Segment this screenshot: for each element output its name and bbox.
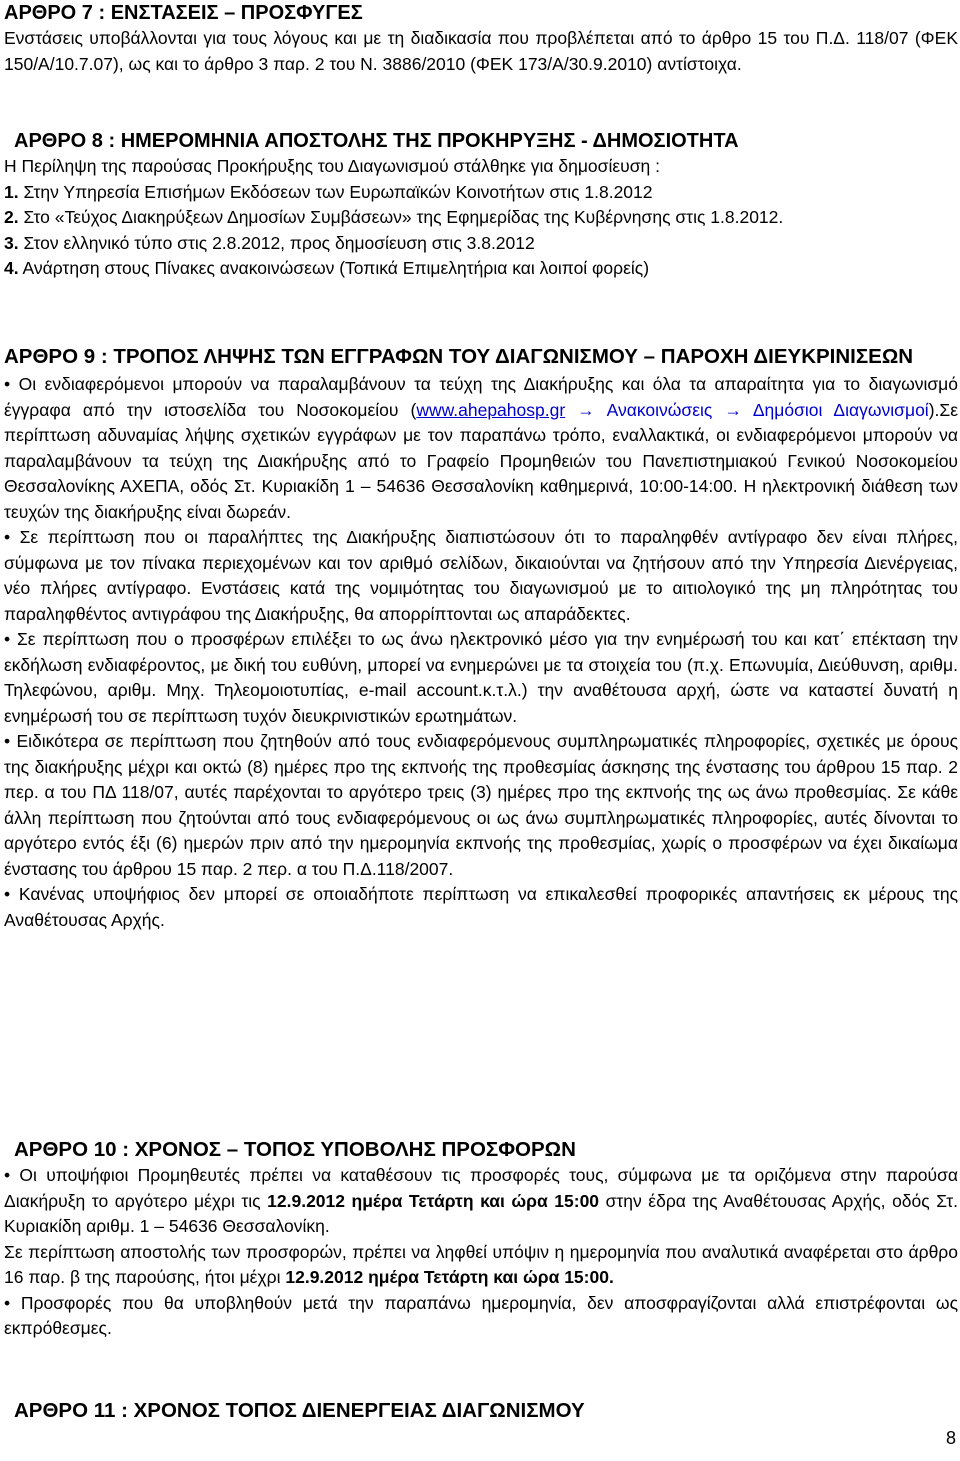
page-number: 8	[945, 1428, 956, 1448]
article-8	[4, 128, 958, 282]
list-item: 1. Στην Υπηρεσία Επισήμων Εκδόσεων των Ευρωπαϊκών Κοινοτήτων στις 1.8.2012	[4, 181, 653, 202]
article-11-title: ΑΡΘΡΟ 11 : ΧΡΟΝΟΣ ΤΟΠΟΣ ΔΙΕΝΕΡΓΕΙΑΣ ΔΙΑΓΩΝΙΣΜΟΥ	[14, 1399, 585, 1422]
article-7-text: Ενστάσεις υποβάλλονται για τους λόγους και με τη διαδικασία που προβλέπεται από το άρθρο 15 του Π.Δ. 118/07 (ΦΕΚ 150/Α/10.7.07), ως και το άρθρο 3 παρ. 2 του Ν. 3886/2010 (ΦΕΚ 173/Α/30.9.2010) αντίστοιχα.	[4, 28, 958, 74]
article-10-p1: • Οι υποψήφιοι Προμηθευτές πρέπει να καταθέσουν τις προσφορές τους, σύμφωνα με τα οριζόμενα στην παρούσα Διακήρυξη το αργότερο μέχρι τις 12.9.2012 ημέρα Τετάρτη και ώρα 15:00 στην έδρα της Αναθέτουσας Αρχής, οδός Στ. Κυριακίδη αριθμ. 1 – 54636 Θεσσαλονίκη.	[4, 1165, 958, 1236]
article-7-title: ΑΡΘΡΟ 7 : ΕΝΣΤΑΣΕΙΣ – ΠΡΟΣΦΥΓΕΣ	[4, 2, 363, 24]
list-item: 3. Στον ελληνικό τύπο στις 2.8.2012, προς δημοσίευση στις 3.8.2012	[4, 232, 535, 253]
website-link[interactable]: www.ahepahosp.gr	[416, 399, 566, 420]
article-9-bullet-3: • Σε περίπτωση που ο προσφέρων επιλέξει το ως άνω ηλεκτρονικό μέσο για την ενημέρωσή του και κατ΄ επέκταση την εκδήλωση ενδιαφέροντος, με δική του ευθύνη, μπορεί να ενημερώνει με τα στοιχεία του (π.χ. Επωνυμία, Διεύθυνση, αριθμ. Τηλεφώνου, αριθμ. Μηχ. Τηλεομοιοτυπίας, e-mail account.κ.τ.λ.) την αναθέτουσα αρχή, ώστε να καταστεί δυνατή η ενημέρωσή του σε περίπτωση τυχόν διευκρινιστικών ερωτημάτων.	[4, 629, 958, 726]
article-10-title: ΑΡΘΡΟ 10 : ΧΡΟΝΟΣ – ΤΟΠΟΣ ΥΠΟΒΟΛΗΣ ΠΡΟΣΦΟΡΩΝ	[14, 1138, 576, 1161]
article-10	[4, 1137, 958, 1342]
article-9-bullet-5: • Κανένας υποψήφιος δεν μπορεί σε οποιαδήποτε περίπτωση να επικαλεσθεί προφορικές απαντήσεις εκ μέρους της Αναθέτουσας Αρχής.	[4, 884, 958, 930]
article-9	[4, 343, 958, 933]
article-9-title: ΑΡΘΡΟ 9 : ΤΡΟΠΟΣ ΛΗΨΗΣ ΤΩΝ ΕΓΓΡΑΦΩΝ ΤΟΥ ΔΙΑΓΩΝΙΣΜΟΥ – ΠΑΡΟΧΗ ΔΙΕΥΚΡΙΝΙΣΕΩΝ	[4, 345, 914, 368]
article-8-intro: Η Περίληψη της παρούσας Προκήρυξης του Διαγωνισμού στάλθηκε για δημοσίευση :	[4, 156, 660, 176]
article-9-bullet-1: • Οι ενδιαφερόμενοι μπορούν να παραλαμβάνουν τα τεύχη της Διακήρυξης και όλα τα απαραίτητα για το διαγωνισμό έγγραφα από την ιστοσελίδα του Νοσοκομείου (www.ahepahosp.gr → Ανακοινώσεις → Δημόσιοι Διαγωνισμοί).Σε περίπτωση αδυναμίας λήψης σχετικών εγγράφων με τον παραπάνω τρόπο, εναλλακτικά, οι ενδιαφερόμενοι μπορούν να παραλαμβάνουν τα τεύχη της Διακήρυξης από το Γραφείο Προμηθειών του Πανεπιστημιακού Γενικού Νοσοκομείου Θεσσαλονίκης ΑΧΕΠΑ, οδός Στ. Κυριακίδη 1 – 54636 Θεσσαλονίκη καθημερινά, 10:00-14:00. Η ηλεκτρονική διάθεση των τευχών της διακήρυξης είναι δωρεάν.	[4, 374, 958, 522]
article-10-p2: Σε περίπτωση αποστολής των προσφορών, πρέπει να ληφθεί υπόψιν η ημερομηνία που αναλυτικά αναφέρεται στο άρθρο 16 παρ. β της παρούσης, ήτοι μέχρι 12.9.2012 ημέρα Τετάρτη και ώρα 15:00.	[4, 1241, 958, 1287]
article-11	[4, 1398, 958, 1424]
article-7	[4, 0, 958, 77]
list-item: 2. Στο «Τεύχος Διακηρύξεων Δημοσίων Συμβάσεων» της Εφημερίδας της Κυβέρνησης στις 1.8.2012.	[4, 207, 784, 227]
article-9-bullet-4: • Ειδικότερα σε περίπτωση που ζητηθούν από τους ενδιαφερόμενους συμπληρωματικές πληροφορίες, σχετικές με όρους της διακήρυξης μέχρι και οκτώ (8) ημέρες προ της εκπνοής της προθεσμίας άσκησης της ένστασης του άρθρου 15 παρ. 2 περ. α του ΠΔ 118/07, αυτές παρέχονται το αργότερο τρεις (3) ημέρες προ της εκπνοής της ως άνω προθεσμίας. Σε κάθε άλλη περίπτωση που ζητούνται από τους ενδιαφερόμενους οι ως άνω συμπληρωματικές πληροφορίες, αυτές δίνονται το αργότερο εντός έξι (6) ημερών πριν από την ημερομηνία εκπνοής της προθεσμίας, χωρίς ο προσφέρων να έχει δικαίωμα ένστασης του άρθρου 15 παρ. 2 περ. α του Π.Δ.118/2007.	[4, 731, 958, 879]
list-item: 4. Ανάρτηση στους Πίνακες ανακοινώσεων (Τοπικά Επιμελητήρια και λοιποί φορείς)	[4, 258, 650, 278]
article-9-bullet-2: • Σε περίπτωση που οι παραλήπτες της Διακήρυξης διαπιστώσουν ότι το παραληφθέν αντίγραφο δεν είναι πλήρες, σύμφωνα με τον πίνακα περιεχομένων και τον αριθμό σελίδων, δικαιούνται να ζητήσουν από την Υπηρεσία Διενέργειας, νέο πλήρες αντίγραφο. Ενστάσεις κατά της νομιμότητας του διαγωνισμού με το αιτιολογικό της μη πληρότητας του παραληφθέντος αντιγράφου της Διακήρυξης, θα απορρίπτονται ως απαράδεκτες.	[4, 527, 958, 624]
article-8-title: ΑΡΘΡΟ 8 : ΗΜΕΡΟΜΗΝΙΑ ΑΠΟΣΤΟΛΗΣ ΤΗΣ ΠΡΟΚΗΡΥΞΗΣ - ΔΗΜΟΣΙΟΤΗΤΑ	[14, 130, 739, 152]
article-10-p3: • Προσφορές που θα υποβληθούν μετά την παραπάνω ημερομηνία, δεν αποσφραγίζονται αλλά επιστρέφονται ως εκπρόθεσμες.	[4, 1292, 958, 1338]
